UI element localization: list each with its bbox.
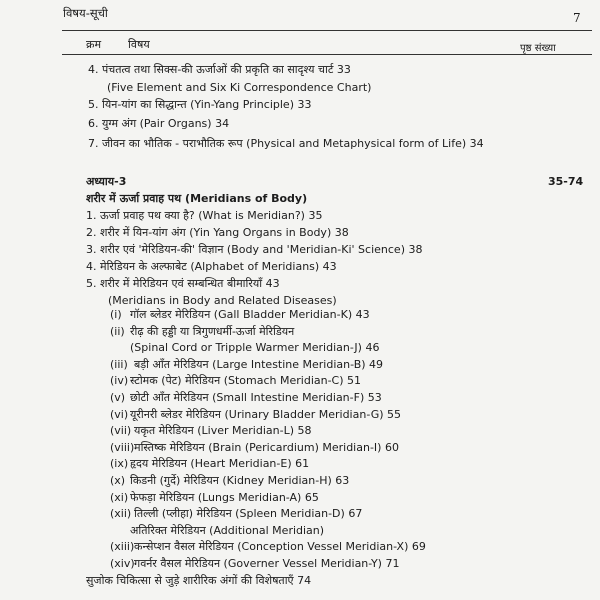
prev-item-7: 7. जीवन का भौतिक - पराभौतिक रूप (Physical and Metaphysical form of Life) 34 xyxy=(88,137,484,150)
subitem-text: गवर्नर वैसल मेरिडियन (Governer Vessel Meridian-Y) 71 xyxy=(134,557,400,570)
subitem-text: हृदय मेरिडियन (Heart Meridian-E) 61 xyxy=(130,457,310,470)
subitem-number: (vii) xyxy=(110,424,132,437)
subitem-text: यूरीनरी ब्लेडर मेरिडियन (Urinary Bladder Meridian-G) 55 xyxy=(130,408,402,421)
last-line: सुजोक चिकित्सा से जुड़े शारीरिक अंगों की विशेषताएँ 74 xyxy=(86,574,312,587)
list-item: 1. ऊर्जा प्रवाह पथ क्या है? (What is Meridian?) 35 xyxy=(86,209,323,222)
prev-item-4-en: (Five Element and Six Ki Correspondence Chart) xyxy=(107,81,372,94)
header-rule-bottom xyxy=(62,54,592,55)
subitem-text: कन्सेप्शन वैसल मेरिडियन (Conception Vessel Meridian-X) 69 xyxy=(134,540,426,553)
list-item: 5. शरीर में मेरिडियन एवं सम्बन्धित बीमारियाँ 43 xyxy=(86,277,280,290)
subitem-number: (iii) xyxy=(110,358,128,371)
subitem-number: (x) xyxy=(110,474,126,487)
page-number: 7 xyxy=(573,11,581,25)
subitem-number: (iv) xyxy=(110,374,129,387)
subitem-number: (xiv) xyxy=(110,557,135,570)
subitem-text: स्टोमक (पेट) मेरिडियन (Stomach Meridian-C) 51 xyxy=(130,374,362,387)
subitem-number: (i) xyxy=(110,308,122,321)
list-item: 4. मेरिडियन के अल्फाबेट (Alphabet of Meridians) 43 xyxy=(86,260,337,273)
subitem-number: (v) xyxy=(110,391,126,404)
chapter-range: 35-74 xyxy=(548,175,584,188)
subitem-number: (viii) xyxy=(110,441,135,454)
column-subject: विषय xyxy=(128,38,150,51)
subitem-text: गॉल ब्लेडर मेरिडियन (Gall Bladder Meridian-K) 43 xyxy=(130,308,370,321)
list-item: 2. शरीर में यिन-यांग अंग (Yin Yang Organs in Body) 38 xyxy=(86,226,349,239)
column-no: क्रम xyxy=(86,38,102,51)
toc-title: विषय-सूची xyxy=(63,6,108,20)
chapter-title: शरीर में ऊर्जा प्रवाह पथ (Meridians of Body) xyxy=(86,192,308,205)
subitem-number: (ix) xyxy=(110,457,129,470)
subitem-number: (vi) xyxy=(110,408,129,421)
subitem-number: (ii) xyxy=(110,325,125,338)
subitem-text: फेफड़ा मेरिडियन (Lungs Meridian-A) 65 xyxy=(130,491,319,504)
subitem-text: मस्तिष्क मेरिडियन (Brain (Pericardium) Meridian-I) 60 xyxy=(134,441,399,454)
prev-item-6: 6. युग्म अंग (Pair Organs) 34 xyxy=(88,117,230,130)
subitem-text: किडनी (गुर्दे) मेरिडियन (Kidney Meridian-H) 63 xyxy=(130,474,350,487)
subitem-number: (xii) xyxy=(110,507,132,520)
subitem-text: तिल्ली (प्लीहा) मेरिडियन (Spleen Meridian-D) 67 xyxy=(134,507,363,520)
subitem-text: रीढ़ की हड्डी या त्रिगुणधर्मी-ऊर्जा मेरिडियन xyxy=(130,325,295,338)
list-item: 3. शरीर एवं 'मेरिडियन-की' विज्ञान (Body and 'Meridian-Ki' Science) 38 xyxy=(86,243,423,256)
subitem-text: अतिरिक्त मेरिडियन (Additional Meridian) xyxy=(130,524,325,537)
prev-item-4: 4. पंचतत्व तथा सिक्स-की ऊर्जाओं की प्रकृति का सादृश्य चार्ट 33 xyxy=(88,63,351,76)
subitem-text: (Spinal Cord or Tripple Warmer Meridian-J) 46 xyxy=(130,341,380,354)
list-item-sub: (Meridians in Body and Related Diseases) xyxy=(108,294,337,307)
subitem-number: (xi) xyxy=(110,491,129,504)
subitem-number: (xiii) xyxy=(110,540,135,553)
subitem-text: यकृत मेरिडियन (Liver Meridian-L) 58 xyxy=(134,424,312,437)
column-page: पृष्ठ संख्या xyxy=(520,43,556,54)
chapter-label: अध्याय-3 xyxy=(86,175,127,188)
header-rule-top xyxy=(62,30,592,31)
prev-item-5: 5. यिन-यांग का सिद्धान्त (Yin-Yang Principle) 33 xyxy=(88,98,312,111)
subitem-text: छोटी आँत मेरिडियन (Small Intestine Meridian-F) 53 xyxy=(130,391,382,404)
subitem-text: बड़ी आँत मेरिडियन (Large Intestine Meridian-B) 49 xyxy=(134,358,384,371)
